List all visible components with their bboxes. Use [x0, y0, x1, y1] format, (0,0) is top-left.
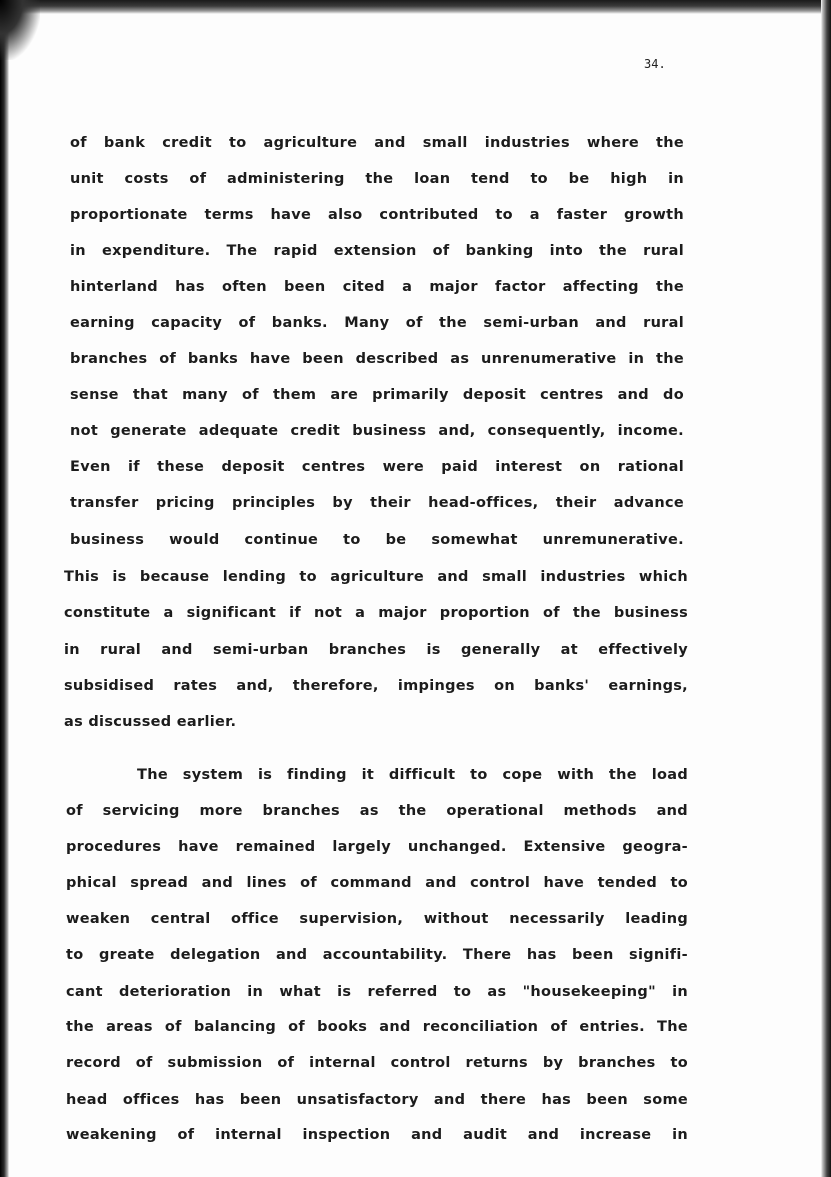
paragraph-1-line-1: of bank credit to agriculture and small industries where the — [70, 135, 684, 151]
page-number: 34. — [644, 57, 666, 71]
paragraph-2-line-9: record of submission of internal control returns by branches to — [66, 1055, 688, 1071]
paragraph-2-line-3: procedures have remained largely unchanged. Extensive geogra- — [66, 839, 688, 855]
paragraph-2-line-2: of servicing more branches as the operational methods and — [66, 803, 688, 819]
paragraph-2-line-11: weakening of internal inspection and audit and increase in — [66, 1127, 688, 1143]
paragraph-1-line-16: subsidised rates and, therefore, impinges on banks' earnings, — [64, 678, 688, 694]
paragraph-1-line-4: in expenditure. The rapid extension of banking into the rural — [70, 243, 684, 259]
paragraph-1-line-5: hinterland has often been cited a major factor affecting the — [70, 279, 684, 295]
paragraph-1-line-15: in rural and semi-urban branches is generally at effectively — [64, 642, 688, 658]
paragraph-2-line-4: phical spread and lines of command and control have tended to — [66, 875, 688, 891]
paragraph-1-line-7: branches of banks have been described as unrenumerative in the — [70, 351, 684, 367]
paragraph-2-line-10: head offices has been unsatisfactory and there has been some — [66, 1092, 688, 1108]
paragraph-1-line-3: proportionate terms have also contributed to a faster growth — [70, 207, 684, 223]
paragraph-1-line-12: business would continue to be somewhat unremunerative. — [70, 532, 684, 548]
paragraph-1-line-10: Even if these deposit centres were paid interest on rational — [70, 459, 684, 475]
paragraph-1-line-14: constitute a significant if not a major proportion of the business — [64, 605, 688, 621]
paragraph-1-line-13: This is because lending to agriculture and small industries which — [64, 569, 688, 585]
paragraph-1-line-17: as discussed earlier. — [64, 714, 237, 730]
paragraph-2-line-5: weaken central office supervision, without necessarily leading — [66, 911, 688, 927]
paragraph-1-line-6: earning capacity of banks. Many of the semi-urban and rural — [70, 315, 684, 331]
paragraph-2-line-7: cant deterioration in what is referred to as "housekeeping" in — [66, 984, 688, 1000]
paragraph-2-line-1: The system is finding it difficult to cope with the load — [137, 767, 688, 783]
paragraph-2-line-6: to greate delegation and accountability. There has been signifi- — [66, 947, 688, 963]
paragraph-1-line-8: sense that many of them are primarily deposit centres and do — [70, 387, 684, 403]
paragraph-1-line-2: unit costs of administering the loan tend to be high in — [70, 171, 684, 187]
paragraph-1-line-11: transfer pricing principles by their head-offices, their advance — [70, 495, 684, 511]
paragraph-1-line-9: not generate adequate credit business and, consequently, income. — [70, 423, 684, 439]
paragraph-2-line-8: the areas of balancing of books and reconciliation of entries. The — [66, 1019, 688, 1035]
